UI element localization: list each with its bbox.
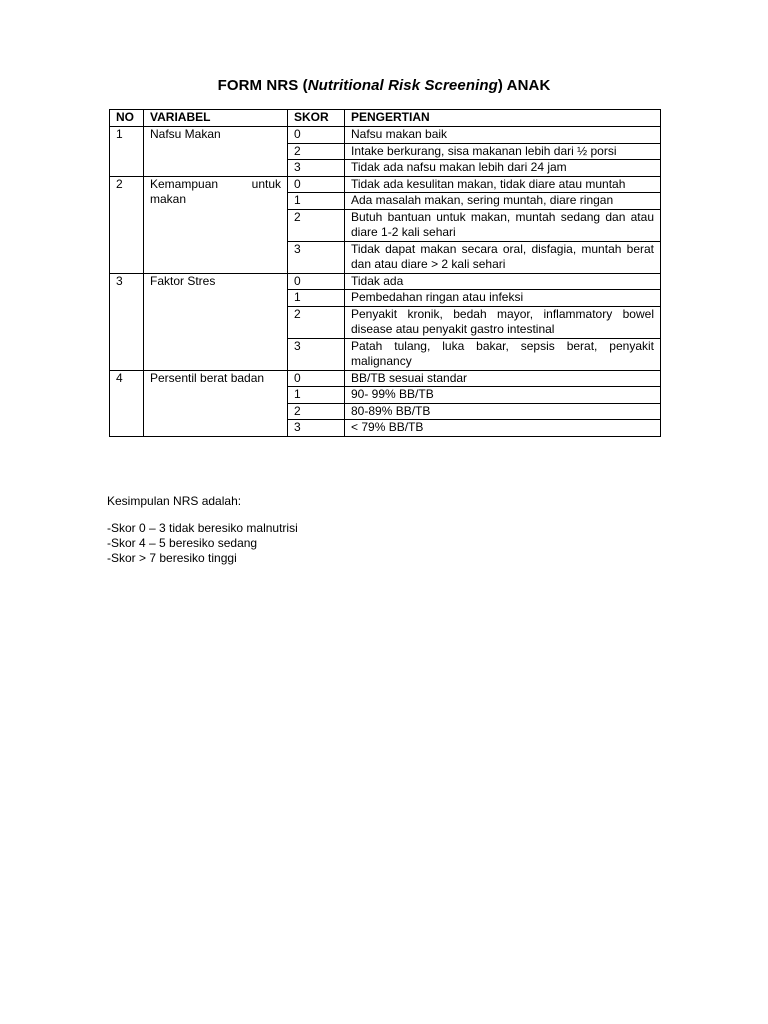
table-header-row: [110, 110, 661, 127]
row-skor: 0: [288, 176, 345, 193]
row-variabel: Persentil berat badan: [144, 370, 288, 436]
row-pengertian: < 79% BB/TB: [345, 420, 661, 437]
row-variabel: Nafsu Makan: [144, 127, 288, 177]
conclusion-item: -Skor > 7 beresiko tinggi: [107, 551, 237, 565]
row-no: 3: [110, 273, 144, 370]
page-title: [0, 77, 768, 94]
row-skor: 2: [288, 403, 345, 420]
row-skor: 2: [288, 306, 345, 338]
table-row: [110, 273, 661, 290]
title-suffix: ) ANAK: [497, 77, 551, 94]
row-no: 2: [110, 176, 144, 273]
row-pengertian: Intake berkurang, sisa makanan lebih dari ½ porsi: [345, 143, 661, 160]
row-pengertian: Ada masalah makan, sering muntah, diare ringan: [345, 193, 661, 210]
row-skor: 1: [288, 290, 345, 307]
conclusion-section: [107, 494, 298, 566]
table-row: [110, 176, 661, 193]
row-pengertian: Tidak dapat makan secara oral, disfagia, muntah berat dan atau diare > 2 kali sehari: [345, 241, 661, 273]
row-skor: 3: [288, 420, 345, 437]
row-pengertian: Penyakit kronik, bedah mayor, inflammatory bowel disease atau penyakit gastro intestinal: [345, 306, 661, 338]
row-pengertian: Pembedahan ringan atau infeksi: [345, 290, 661, 307]
title-prefix: FORM NRS (: [217, 77, 308, 94]
header-pengertian: PENGERTIAN: [345, 110, 661, 127]
row-pengertian: Nafsu makan baik: [345, 127, 661, 144]
row-skor: 2: [288, 209, 345, 241]
row-skor: 0: [288, 127, 345, 144]
row-variabel: Kemampuan untuk makan: [144, 176, 288, 273]
header-variabel: VARIABEL: [144, 110, 288, 127]
row-skor: 1: [288, 387, 345, 404]
row-skor: 3: [288, 338, 345, 370]
row-skor: 3: [288, 241, 345, 273]
header-skor: SKOR: [288, 110, 345, 127]
conclusion-heading: Kesimpulan NRS adalah:: [107, 494, 242, 508]
row-no: 4: [110, 370, 144, 436]
row-skor: 0: [288, 370, 345, 387]
header-no: NO: [110, 110, 144, 127]
table-row: [110, 127, 661, 144]
row-pengertian: Tidak ada nafsu makan lebih dari 24 jam: [345, 160, 661, 177]
row-pengertian: 90- 99% BB/TB: [345, 387, 661, 404]
conclusion-item: -Skor 0 – 3 tidak beresiko malnutrisi: [107, 521, 298, 535]
row-skor: 2: [288, 143, 345, 160]
row-pengertian: Patah tulang, luka bakar, sepsis berat, penyakit malignancy: [345, 338, 661, 370]
row-pengertian: BB/TB sesuai standar: [345, 370, 661, 387]
conclusion-item: -Skor 4 – 5 beresiko sedang: [107, 536, 258, 550]
row-skor: 3: [288, 160, 345, 177]
nrs-table: [109, 109, 661, 437]
row-variabel: Faktor Stres: [144, 273, 288, 370]
title-italic: Nutritional Risk Screening: [307, 77, 498, 94]
row-pengertian: Butuh bantuan untuk makan, muntah sedang dan atau diare 1-2 kali sehari: [345, 209, 661, 241]
row-no: 1: [110, 127, 144, 177]
row-skor: 0: [288, 273, 345, 290]
row-pengertian: 80-89% BB/TB: [345, 403, 661, 420]
row-pengertian: Tidak ada: [345, 273, 661, 290]
table-row: [110, 370, 661, 387]
row-pengertian: Tidak ada kesulitan makan, tidak diare atau muntah: [345, 176, 661, 193]
row-skor: 1: [288, 193, 345, 210]
